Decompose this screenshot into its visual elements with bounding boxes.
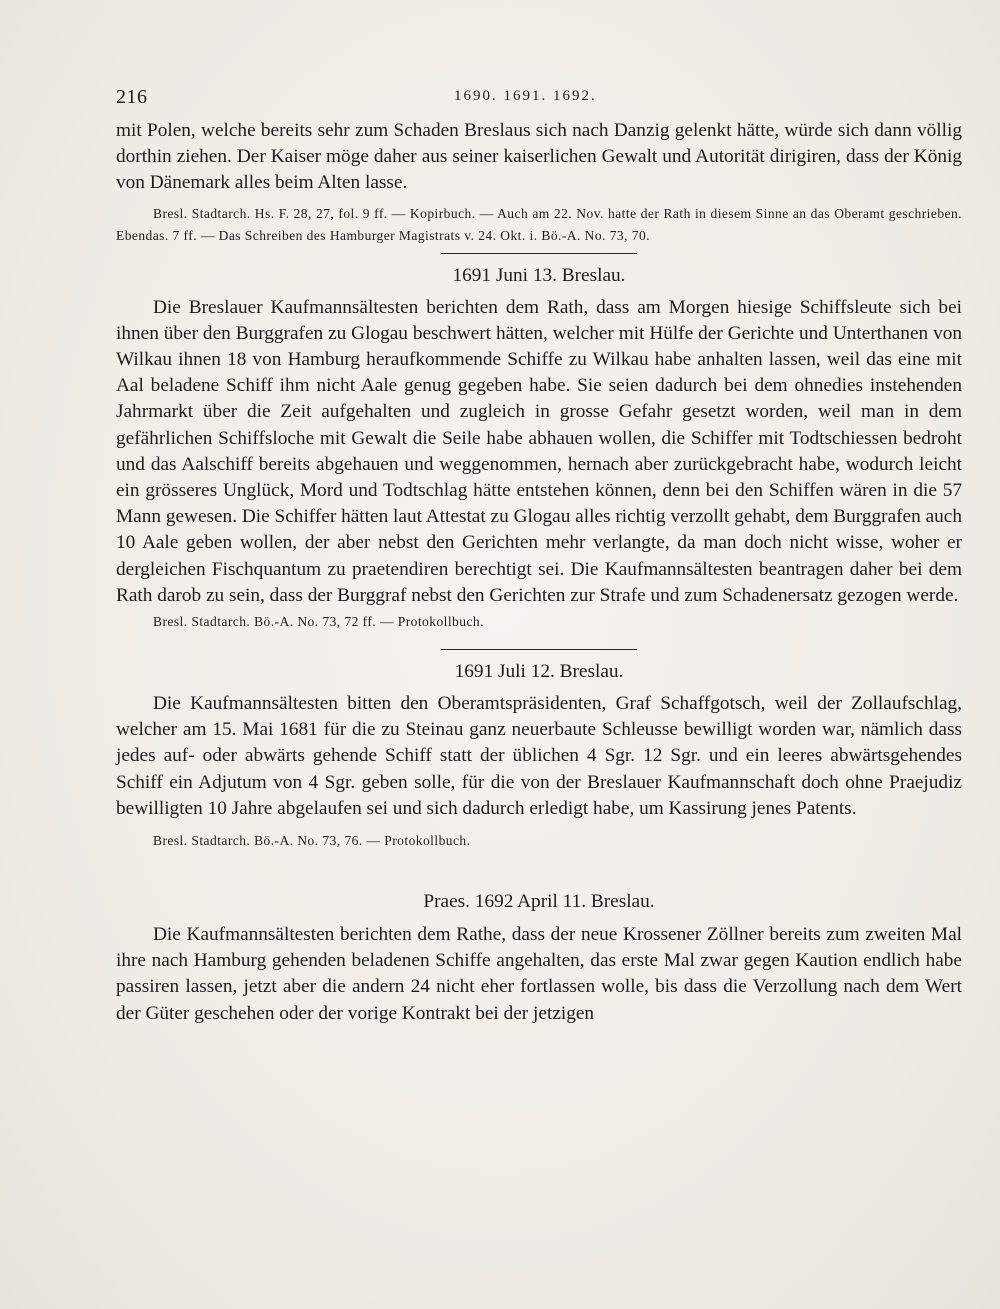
- page-header: [116, 86, 961, 112]
- entry-text-1692-04-11: Die Kaufmannsältesten berichten dem Rathe, dass der neue Krossener Zöllner bereits zum zweiten Mal ihre nach Hamburg gehenden beladenen Schiffe angehalten, das erste Mal zwar gegen Kaution endlich habe passiren lassen, jetzt aber die andern 24 nicht eher fortlassen wolle, bis dass die Verzollung nach dem Wert der Güter geschehen oder der vorige Kontrakt bei der jetzigen: [116, 924, 962, 1024]
- entry-date-1691-06-13: 1691 Juni 13. Breslau.: [452, 264, 626, 286]
- entry-text-1691-06-13: Die Breslauer Kaufmannsältesten berichten dem Rath, dass am Morgen hiesige Schiffsleute sich bei ihnen über den Burggrafen zu Glogau beschwert hätten, welcher mit Hülfe der Gerichte und Unterthanen von Wilkau ihnen 18 von Hamburg heraufkommende Schiffe zu Wilkau habe anhalten lassen, weil das eine mit Aal beladene Schiff ihm nicht Aale genug gegeben habe. Sie seien dadurch bei dem ohnedies instehenden Jahrmarkt über die Zeit aufgehalten und zugleich in grosse Gefahr gesetzt worden, weil man in dem gefährlichen Schiffsloche mit Gewalt die Seile habe abhauen wollen, die Schiffer mit Todtschiessen bedroht und das Aalschiff bereits abgehauen und weggenommen, hernach aber zurückgebracht habe, wodurch leicht ein grösseres Unglück, Mord und Todtschlag hätte entstehen können, denn bei den Schiffen wären in die 57 Mann gewesen. Die Schiffer hätten laut Attestat zu Glogau alles richtig verzollt gehabt, dem Burggrafen auch 10 Aale geben wollen, der aber nebst den Gerichten mehr verlangte, da man doch nicht wisse, woher er dergleichen Fischquantum zu praetendiren berechtigt sei. Die Kaufmannsältesten beantragen daher bei dem Rath darob zu sein, dass der Burggraf nebst den Gerichten zur Strafe und zum Schadenersatz gezogen werde.: [116, 296, 962, 606]
- section-divider: [441, 649, 637, 650]
- entry-source-note-1691-06-13: Bresl. Stadtarch. Bö.-A. No. 73, 72 ff. — Protokollbuch.: [153, 614, 484, 630]
- entry-date-1691-07-12: 1691 Juli 12. Breslau.: [454, 661, 624, 683]
- intro-paragraph: mit Polen, welche bereits sehr zum Schaden Breslaus sich nach Danzig gelenkt hätte, würde sich dann völlig dorthin ziehen. Der Kaiser möge daher aus seiner kaiserlichen Gewalt und Autorität dirigiren, dass der König von Dänemark alles beim Alten lasse.: [116, 120, 962, 194]
- entry-text-1691-07-12: Die Kaufmannsältesten bitten den Oberamtspräsidenten, Graf Schaffgotsch, weil der Zollaufschlag, welcher am 15. Mai 1681 für die zu Steinau ganz neuerbaute Schleusse bewilligt worden war, nämlich dass jedes auf- oder abwärts gehende Schiff statt der üblichen 4 Sgr. 12 Sgr. und ein leeres abwärtsgehendes Schiff ein Adjutum von 4 Sgr. geben solle, für die von der Breslauer Kaufmannschaft doch ohne Praejudiz bewilligten 10 Jahre abgelaufen sei und sich dadurch erledigt habe, um Kassirung jenes Patents.: [116, 693, 962, 819]
- entry-date-1692-04-11: Praes. 1692 April 11. Breslau.: [423, 891, 655, 913]
- section-divider: [441, 253, 637, 254]
- intro-source-note: Bresl. Stadtarch. Hs. F. 28, 27, fol. 9 ff. — Kopirbuch. — Auch am 22. Nov. hatte der Rath in diesem Sinne an das Oberamt geschrieben. Ebendas. 7 ff. — Das Schreiben des Hamburger Magistrats v. 24. Okt. i. Bö.-A. No. 73, 70.: [116, 205, 962, 243]
- entry-source-note-1691-07-12: Bresl. Stadtarch. Bö.-A. No. 73, 76. — Protokollbuch.: [153, 833, 471, 849]
- page-number: 216: [116, 86, 148, 108]
- page-content: [116, 118, 962, 1027]
- running-head: 1690. 1691. 1692.: [454, 88, 597, 104]
